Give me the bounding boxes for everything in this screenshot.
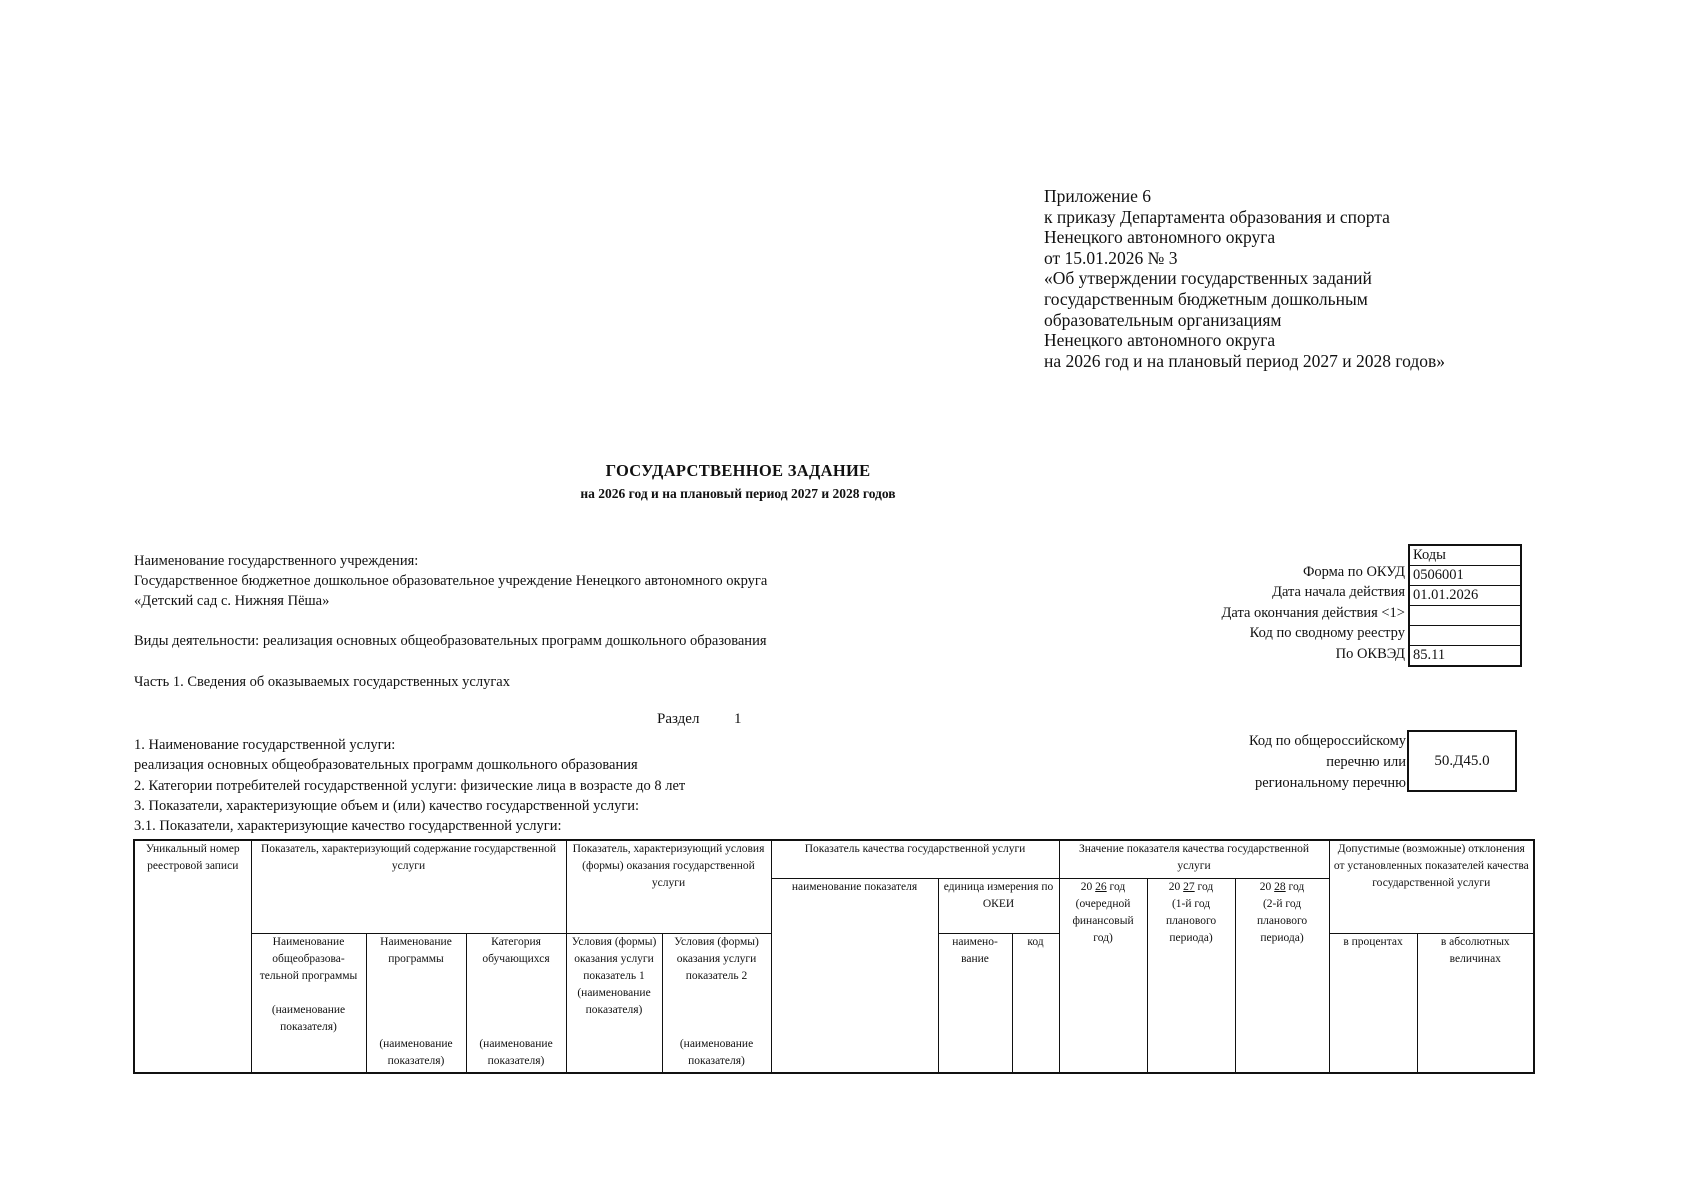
- col-student-category: Категория обучающихся (наименование показателя): [466, 933, 566, 1073]
- header-quality-indicator: Показатель качества государственной услуги: [771, 840, 1059, 878]
- col-unit-code: код: [1012, 933, 1059, 1073]
- appendix-line: Приложение 6: [1044, 186, 1152, 206]
- appendix-line: государственным бюджетным дошкольным: [1044, 288, 1368, 309]
- header-year-3: 20 28 год (2-й год планового периода): [1235, 878, 1329, 1073]
- document-title: ГОСУДАРСТВЕННОЕ ЗАДАНИЕ: [605, 461, 871, 480]
- col-deviation-percent: в процентах: [1329, 933, 1417, 1073]
- header-deviation: Допустимые (возможные) отклонения от установленных показателей качества государственной услуги: [1329, 840, 1534, 933]
- appendix-line: «Об утверждении государственных заданий: [1044, 268, 1372, 289]
- code-label-okud: Форма по ОКУД: [1302, 563, 1405, 580]
- code-label-end-date: Дата окончания действия <1>: [1221, 604, 1405, 621]
- appendix-line: от 15.01.2026 № 3: [1044, 247, 1178, 268]
- code-label-registry: Код по сводному реестру: [1249, 625, 1405, 641]
- col-program-name: Наименование общеобразова-тельной программы (наименование показателя): [251, 933, 366, 1073]
- appendix-line: к приказу Департамента образования и спорта: [1044, 206, 1390, 227]
- quality-heading: 3.1. Показатели, характеризующие качество государственной услуги:: [134, 818, 562, 834]
- header-unit-okei: единица измерения по ОКЕИ: [938, 878, 1059, 933]
- service-name-label: 1. Наименование государственной услуги:: [134, 737, 396, 753]
- code-value-okved: 85.11: [1413, 647, 1446, 663]
- indicators-heading: 3. Показатели, характеризующие объем и (или) качество государственной услуги:: [134, 798, 640, 814]
- codes-labels: [1100, 541, 1405, 664]
- header-content-indicator: Показатель, характеризующий содержание государственной услуги: [251, 840, 566, 933]
- registry-label-line: перечню или: [1326, 754, 1406, 770]
- service-name: реализация основных общеобразовательных программ дошкольного образования: [134, 757, 638, 773]
- header-indicator-name: наименование показателя: [771, 878, 938, 1073]
- header-conditions-indicator: Показатель, характеризующий условия (формы) оказания государственной услуги: [566, 840, 771, 933]
- consumer-categories: 2. Категории потребителей государственной услуги: физические лица в возрасте до 8 лет: [134, 778, 686, 794]
- appendix-block: [1044, 186, 1445, 371]
- code-label-start-date: Дата начала действия: [1272, 584, 1405, 600]
- col-unit-name: наимено-вание: [938, 933, 1012, 1073]
- codes-box: [1408, 544, 1522, 667]
- institution-label: Наименование государственного учреждения:: [134, 553, 419, 569]
- registry-label-line: Код по общероссийскому: [1248, 733, 1406, 749]
- quality-indicators-table: [133, 839, 1535, 1074]
- col-condition-1: Условия (формы) оказания услуги показатель 1 (наименование показателя): [566, 933, 662, 1073]
- code-value-end-date: [1410, 606, 1520, 626]
- registry-labels: [1190, 731, 1406, 794]
- registry-code-box: [1407, 730, 1517, 792]
- registry-label-line: региональному перечню: [1254, 775, 1406, 791]
- registry-code: 50.Д45.0: [1434, 752, 1490, 769]
- appendix-line: Ненецкого автономного округа: [1044, 227, 1276, 248]
- header-year-2: 20 27 год (1-й год планового периода): [1147, 878, 1235, 1073]
- code-value-registry: [1410, 626, 1520, 646]
- institution-name-line1: Государственное бюджетное дошкольное образовательное учреждение Ненецкого автономного округа: [134, 573, 768, 589]
- appendix-line: образовательным организациям: [1044, 309, 1282, 330]
- part-heading: Часть 1. Сведения об оказываемых государственных услугах: [134, 674, 510, 690]
- code-value-okud: 0506001: [1410, 566, 1520, 586]
- appendix-line: на 2026 год и на плановый период 2027 и 2028 годов»: [1044, 350, 1446, 371]
- section-label: Раздел: [657, 711, 700, 727]
- institution-name-line2: «Детский сад с. Нижняя Пёша»: [134, 593, 330, 609]
- header-year-1: 20 26 год (очередной финансовый год): [1059, 878, 1147, 1073]
- header-indicator-value: Значение показателя качества государственной услуги: [1059, 840, 1329, 878]
- appendix-line: Ненецкого автономного округа: [1044, 330, 1276, 351]
- code-value-start-date: 01.01.2026: [1410, 586, 1520, 606]
- document-subtitle: на 2026 год и на плановый период 2027 и 2028 годов: [580, 486, 896, 501]
- section-number: 1: [734, 711, 742, 727]
- activity-types: Виды деятельности: реализация основных общеобразовательных программ дошкольного образования: [134, 633, 767, 649]
- codes-header: Коды: [1410, 546, 1520, 566]
- header-unique-number: Уникальный номер реестровой записи: [134, 840, 251, 1073]
- col-deviation-absolute: в абсолютных величинах: [1417, 933, 1534, 1073]
- code-label-okved: По ОКВЭД: [1335, 645, 1405, 662]
- col-program: Наименование программы (наименование показателя): [366, 933, 466, 1073]
- col-condition-2: Условия (формы) оказания услуги показатель 2 (наименование показателя): [662, 933, 771, 1073]
